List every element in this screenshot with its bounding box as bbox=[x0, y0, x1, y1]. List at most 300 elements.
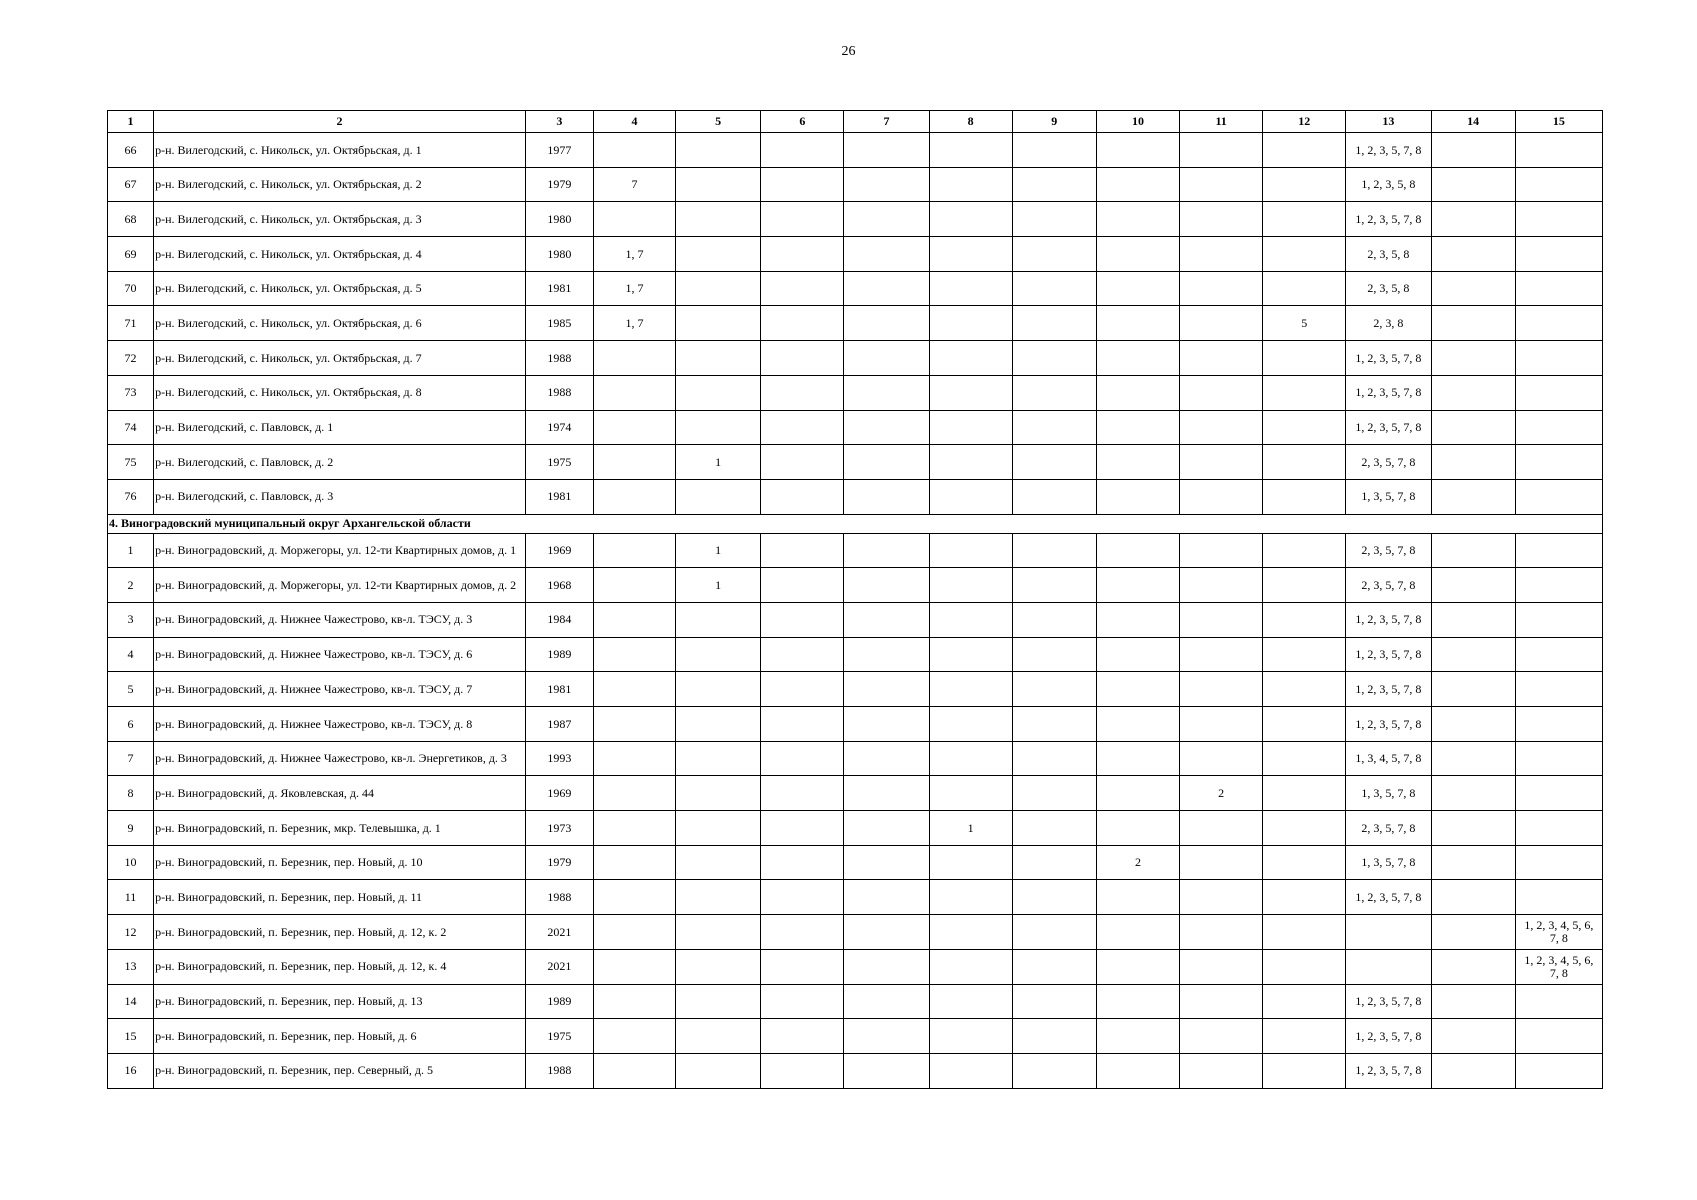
column-13-cell: 1, 2, 3, 5, 7, 8 bbox=[1346, 410, 1431, 445]
column-12-cell bbox=[1263, 341, 1346, 376]
column-14-cell bbox=[1431, 410, 1515, 445]
column-14-cell bbox=[1431, 133, 1515, 168]
address-cell: р-н. Виноградовский, д. Нижнее Чажестрово, кв-л. ТЭСУ, д. 8 bbox=[154, 707, 526, 742]
column-4-cell bbox=[593, 341, 675, 376]
column-15-cell bbox=[1515, 568, 1602, 603]
column-4-cell bbox=[593, 602, 675, 637]
column-header-8: 8 bbox=[929, 111, 1012, 133]
row-number-cell: 12 bbox=[108, 915, 154, 950]
column-11-cell bbox=[1180, 602, 1263, 637]
column-5-cell bbox=[676, 410, 761, 445]
column-15-cell bbox=[1515, 602, 1602, 637]
column-5-cell bbox=[676, 306, 761, 341]
table-row bbox=[108, 637, 1603, 672]
column-7-cell bbox=[844, 167, 929, 202]
year-cell: 1993 bbox=[525, 741, 593, 776]
year-cell: 1975 bbox=[525, 1019, 593, 1054]
section-header-row bbox=[108, 514, 1603, 533]
column-8-cell bbox=[929, 271, 1012, 306]
column-8-cell bbox=[929, 949, 1012, 984]
column-4-cell bbox=[593, 445, 675, 480]
column-11-cell bbox=[1180, 133, 1263, 168]
column-11-cell bbox=[1180, 167, 1263, 202]
column-12-cell bbox=[1263, 445, 1346, 480]
column-6-cell bbox=[761, 568, 844, 603]
column-12-cell: 5 bbox=[1263, 306, 1346, 341]
column-4-cell: 7 bbox=[593, 167, 675, 202]
column-8-cell bbox=[929, 133, 1012, 168]
column-5-cell: 1 bbox=[676, 445, 761, 480]
column-14-cell bbox=[1431, 672, 1515, 707]
column-6-cell bbox=[761, 776, 844, 811]
address-cell: р-н. Вилегодский, с. Павловск, д. 1 bbox=[154, 410, 526, 445]
column-10-cell bbox=[1096, 445, 1179, 480]
table-row bbox=[108, 375, 1603, 410]
address-cell: р-н. Виноградовский, д. Яковлевская, д. 44 bbox=[154, 776, 526, 811]
column-9-cell bbox=[1012, 375, 1096, 410]
column-header-4: 4 bbox=[593, 111, 675, 133]
column-5-cell bbox=[676, 1053, 761, 1088]
year-cell: 1988 bbox=[525, 341, 593, 376]
column-6-cell bbox=[761, 271, 844, 306]
column-14-cell bbox=[1431, 568, 1515, 603]
column-12-cell bbox=[1263, 533, 1346, 568]
column-12-cell bbox=[1263, 271, 1346, 306]
column-8-cell bbox=[929, 672, 1012, 707]
column-10-cell bbox=[1096, 533, 1179, 568]
column-10-cell bbox=[1096, 410, 1179, 445]
column-15-cell bbox=[1515, 410, 1602, 445]
column-6-cell bbox=[761, 1019, 844, 1054]
column-9-cell bbox=[1012, 741, 1096, 776]
column-6-cell bbox=[761, 707, 844, 742]
column-10-cell bbox=[1096, 915, 1179, 950]
column-9-cell bbox=[1012, 707, 1096, 742]
column-13-cell: 2, 3, 5, 7, 8 bbox=[1346, 568, 1431, 603]
column-4-cell bbox=[593, 410, 675, 445]
column-11-cell bbox=[1180, 672, 1263, 707]
column-10-cell bbox=[1096, 306, 1179, 341]
column-11-cell bbox=[1180, 811, 1263, 846]
column-5-cell bbox=[676, 637, 761, 672]
column-header-15: 15 bbox=[1515, 111, 1602, 133]
column-13-cell: 1, 2, 3, 5, 7, 8 bbox=[1346, 984, 1431, 1019]
column-5-cell: 1 bbox=[676, 533, 761, 568]
column-13-cell: 1, 2, 3, 5, 7, 8 bbox=[1346, 375, 1431, 410]
address-cell: р-н. Вилегодский, с. Никольск, ул. Октябрьская, д. 7 bbox=[154, 341, 526, 376]
column-15-cell bbox=[1515, 533, 1602, 568]
column-10-cell bbox=[1096, 271, 1179, 306]
column-header-1: 1 bbox=[108, 111, 154, 133]
row-number-cell: 11 bbox=[108, 880, 154, 915]
address-cell: р-н. Вилегодский, с. Никольск, ул. Октябрьская, д. 2 bbox=[154, 167, 526, 202]
column-4-cell bbox=[593, 533, 675, 568]
column-12-cell bbox=[1263, 1053, 1346, 1088]
column-13-cell: 1, 2, 3, 5, 7, 8 bbox=[1346, 637, 1431, 672]
column-14-cell bbox=[1431, 637, 1515, 672]
address-cell: р-н. Виноградовский, п. Березник, пер. Новый, д. 10 bbox=[154, 845, 526, 880]
column-14-cell bbox=[1431, 1053, 1515, 1088]
column-7-cell bbox=[844, 707, 929, 742]
year-cell: 1980 bbox=[525, 237, 593, 272]
column-11-cell bbox=[1180, 237, 1263, 272]
year-cell: 1980 bbox=[525, 202, 593, 237]
table-row bbox=[108, 984, 1603, 1019]
row-number-cell: 5 bbox=[108, 672, 154, 707]
year-cell: 1989 bbox=[525, 637, 593, 672]
column-10-cell bbox=[1096, 707, 1179, 742]
column-8-cell bbox=[929, 568, 1012, 603]
column-7-cell bbox=[844, 845, 929, 880]
table-row bbox=[108, 602, 1603, 637]
row-number-cell: 8 bbox=[108, 776, 154, 811]
address-cell: р-н. Вилегодский, с. Павловск, д. 2 bbox=[154, 445, 526, 480]
column-5-cell bbox=[676, 1019, 761, 1054]
table-row bbox=[108, 845, 1603, 880]
column-7-cell bbox=[844, 533, 929, 568]
column-14-cell bbox=[1431, 1019, 1515, 1054]
column-12-cell bbox=[1263, 811, 1346, 846]
column-12-cell bbox=[1263, 915, 1346, 950]
header-row bbox=[108, 111, 1603, 133]
column-10-cell bbox=[1096, 202, 1179, 237]
column-9-cell bbox=[1012, 533, 1096, 568]
table-row bbox=[108, 341, 1603, 376]
column-12-cell bbox=[1263, 167, 1346, 202]
column-4-cell bbox=[593, 707, 675, 742]
column-header-14: 14 bbox=[1431, 111, 1515, 133]
column-10-cell bbox=[1096, 880, 1179, 915]
column-13-cell bbox=[1346, 949, 1431, 984]
row-number-cell: 14 bbox=[108, 984, 154, 1019]
column-15-cell bbox=[1515, 237, 1602, 272]
column-15-cell bbox=[1515, 741, 1602, 776]
table-row bbox=[108, 133, 1603, 168]
column-8-cell bbox=[929, 880, 1012, 915]
page-number: 26 bbox=[841, 44, 856, 59]
year-cell: 1988 bbox=[525, 375, 593, 410]
column-4-cell bbox=[593, 949, 675, 984]
column-11-cell bbox=[1180, 410, 1263, 445]
column-5-cell bbox=[676, 133, 761, 168]
column-9-cell bbox=[1012, 602, 1096, 637]
row-number-cell: 67 bbox=[108, 167, 154, 202]
address-cell: р-н. Виноградовский, п. Березник, пер. Новый, д. 6 bbox=[154, 1019, 526, 1054]
column-14-cell bbox=[1431, 741, 1515, 776]
column-8-cell: 1 bbox=[929, 811, 1012, 846]
year-cell: 1988 bbox=[525, 880, 593, 915]
column-15-cell bbox=[1515, 479, 1602, 514]
column-10-cell: 2 bbox=[1096, 845, 1179, 880]
column-12-cell bbox=[1263, 133, 1346, 168]
column-9-cell bbox=[1012, 568, 1096, 603]
column-5-cell bbox=[676, 811, 761, 846]
column-12-cell bbox=[1263, 602, 1346, 637]
column-15-cell bbox=[1515, 984, 1602, 1019]
table-row bbox=[108, 707, 1603, 742]
row-number-cell: 69 bbox=[108, 237, 154, 272]
column-14-cell bbox=[1431, 202, 1515, 237]
column-15-cell bbox=[1515, 271, 1602, 306]
column-12-cell bbox=[1263, 741, 1346, 776]
table-row bbox=[108, 167, 1603, 202]
column-header-7: 7 bbox=[844, 111, 929, 133]
column-13-cell: 2, 3, 5, 7, 8 bbox=[1346, 533, 1431, 568]
column-4-cell bbox=[593, 984, 675, 1019]
table-row bbox=[108, 672, 1603, 707]
column-6-cell bbox=[761, 915, 844, 950]
column-6-cell bbox=[761, 533, 844, 568]
column-6-cell bbox=[761, 811, 844, 846]
table-row bbox=[108, 568, 1603, 603]
year-cell: 1968 bbox=[525, 568, 593, 603]
year-cell: 1979 bbox=[525, 845, 593, 880]
address-cell: р-н. Вилегодский, с. Никольск, ул. Октябрьская, д. 3 bbox=[154, 202, 526, 237]
column-6-cell bbox=[761, 306, 844, 341]
column-14-cell bbox=[1431, 915, 1515, 950]
address-cell: р-н. Виноградовский, д. Нижнее Чажестрово, кв-л. ТЭСУ, д. 7 bbox=[154, 672, 526, 707]
column-10-cell bbox=[1096, 949, 1179, 984]
column-5-cell bbox=[676, 341, 761, 376]
column-10-cell bbox=[1096, 479, 1179, 514]
column-8-cell bbox=[929, 306, 1012, 341]
year-cell: 1973 bbox=[525, 811, 593, 846]
address-cell: р-н. Виноградовский, д. Моржегоры, ул. 12-ти Квартирных домов, д. 2 bbox=[154, 568, 526, 603]
column-8-cell bbox=[929, 1019, 1012, 1054]
column-10-cell bbox=[1096, 1019, 1179, 1054]
column-12-cell bbox=[1263, 707, 1346, 742]
column-14-cell bbox=[1431, 602, 1515, 637]
row-number-cell: 13 bbox=[108, 949, 154, 984]
column-11-cell bbox=[1180, 533, 1263, 568]
column-11-cell bbox=[1180, 1053, 1263, 1088]
column-13-cell: 1, 2, 3, 5, 7, 8 bbox=[1346, 202, 1431, 237]
column-7-cell bbox=[844, 341, 929, 376]
column-15-cell bbox=[1515, 167, 1602, 202]
column-7-cell bbox=[844, 602, 929, 637]
address-cell: р-н. Виноградовский, д. Нижнее Чажестрово, кв-л. ТЭСУ, д. 3 bbox=[154, 602, 526, 637]
year-cell: 2021 bbox=[525, 915, 593, 950]
column-10-cell bbox=[1096, 741, 1179, 776]
column-14-cell bbox=[1431, 271, 1515, 306]
column-9-cell bbox=[1012, 915, 1096, 950]
column-15-cell bbox=[1515, 341, 1602, 376]
column-12-cell bbox=[1263, 880, 1346, 915]
column-15-cell bbox=[1515, 375, 1602, 410]
row-number-cell: 10 bbox=[108, 845, 154, 880]
column-14-cell bbox=[1431, 375, 1515, 410]
table-row bbox=[108, 271, 1603, 306]
column-15-cell bbox=[1515, 672, 1602, 707]
column-13-cell: 1, 2, 3, 5, 7, 8 bbox=[1346, 707, 1431, 742]
column-14-cell bbox=[1431, 445, 1515, 480]
column-13-cell bbox=[1346, 915, 1431, 950]
column-4-cell bbox=[593, 1019, 675, 1054]
table-body bbox=[108, 133, 1603, 1089]
row-number-cell: 1 bbox=[108, 533, 154, 568]
row-number-cell: 66 bbox=[108, 133, 154, 168]
column-9-cell bbox=[1012, 237, 1096, 272]
column-7-cell bbox=[844, 949, 929, 984]
column-4-cell: 1, 7 bbox=[593, 237, 675, 272]
column-9-cell bbox=[1012, 167, 1096, 202]
column-7-cell bbox=[844, 637, 929, 672]
column-13-cell: 1, 2, 3, 5, 7, 8 bbox=[1346, 341, 1431, 376]
row-number-cell: 3 bbox=[108, 602, 154, 637]
table-row bbox=[108, 479, 1603, 514]
column-11-cell bbox=[1180, 984, 1263, 1019]
column-11-cell bbox=[1180, 479, 1263, 514]
row-number-cell: 16 bbox=[108, 1053, 154, 1088]
column-6-cell bbox=[761, 984, 844, 1019]
column-4-cell bbox=[593, 811, 675, 846]
column-4-cell bbox=[593, 915, 675, 950]
column-8-cell bbox=[929, 776, 1012, 811]
column-4-cell bbox=[593, 741, 675, 776]
column-12-cell bbox=[1263, 984, 1346, 1019]
column-13-cell: 1, 3, 5, 7, 8 bbox=[1346, 479, 1431, 514]
year-cell: 1984 bbox=[525, 602, 593, 637]
column-12-cell bbox=[1263, 845, 1346, 880]
column-7-cell bbox=[844, 202, 929, 237]
column-6-cell bbox=[761, 375, 844, 410]
column-15-cell bbox=[1515, 811, 1602, 846]
column-12-cell bbox=[1263, 637, 1346, 672]
row-number-cell: 71 bbox=[108, 306, 154, 341]
column-12-cell bbox=[1263, 776, 1346, 811]
table-row bbox=[108, 1053, 1603, 1088]
column-4-cell bbox=[593, 202, 675, 237]
column-5-cell bbox=[676, 202, 761, 237]
column-7-cell bbox=[844, 375, 929, 410]
table-row bbox=[108, 915, 1603, 950]
column-10-cell bbox=[1096, 811, 1179, 846]
column-12-cell bbox=[1263, 410, 1346, 445]
table-row bbox=[108, 445, 1603, 480]
column-10-cell bbox=[1096, 237, 1179, 272]
column-12-cell bbox=[1263, 479, 1346, 514]
year-cell: 1981 bbox=[525, 479, 593, 514]
column-11-cell: 2 bbox=[1180, 776, 1263, 811]
column-12-cell bbox=[1263, 375, 1346, 410]
row-number-cell: 2 bbox=[108, 568, 154, 603]
column-14-cell bbox=[1431, 707, 1515, 742]
column-11-cell bbox=[1180, 949, 1263, 984]
address-cell: р-н. Вилегодский, с. Никольск, ул. Октябрьская, д. 1 bbox=[154, 133, 526, 168]
address-cell: р-н. Виноградовский, д. Нижнее Чажестрово, кв-л. Энергетиков, д. 3 bbox=[154, 741, 526, 776]
column-13-cell: 2, 3, 5, 8 bbox=[1346, 271, 1431, 306]
column-9-cell bbox=[1012, 845, 1096, 880]
column-6-cell bbox=[761, 880, 844, 915]
year-cell: 1977 bbox=[525, 133, 593, 168]
column-6-cell bbox=[761, 341, 844, 376]
column-13-cell: 1, 2, 3, 5, 7, 8 bbox=[1346, 602, 1431, 637]
column-5-cell bbox=[676, 707, 761, 742]
year-cell: 2021 bbox=[525, 949, 593, 984]
column-6-cell bbox=[761, 602, 844, 637]
column-header-11: 11 bbox=[1180, 111, 1263, 133]
column-15-cell bbox=[1515, 306, 1602, 341]
column-6-cell bbox=[761, 1053, 844, 1088]
column-15-cell bbox=[1515, 776, 1602, 811]
table-header bbox=[108, 111, 1603, 133]
column-9-cell bbox=[1012, 341, 1096, 376]
column-9-cell bbox=[1012, 949, 1096, 984]
column-4-cell bbox=[593, 1053, 675, 1088]
table-row bbox=[108, 202, 1603, 237]
year-cell: 1981 bbox=[525, 672, 593, 707]
column-8-cell bbox=[929, 237, 1012, 272]
column-7-cell bbox=[844, 306, 929, 341]
column-header-9: 9 bbox=[1012, 111, 1096, 133]
column-11-cell bbox=[1180, 568, 1263, 603]
column-7-cell bbox=[844, 776, 929, 811]
table-row bbox=[108, 741, 1603, 776]
column-14-cell bbox=[1431, 845, 1515, 880]
column-14-cell bbox=[1431, 237, 1515, 272]
table-row bbox=[108, 949, 1603, 984]
column-13-cell: 1, 2, 3, 5, 7, 8 bbox=[1346, 880, 1431, 915]
column-15-cell bbox=[1515, 133, 1602, 168]
address-cell: р-н. Виноградовский, п. Березник, пер. Новый, д. 13 bbox=[154, 984, 526, 1019]
column-8-cell bbox=[929, 533, 1012, 568]
column-9-cell bbox=[1012, 637, 1096, 672]
column-15-cell bbox=[1515, 880, 1602, 915]
column-9-cell bbox=[1012, 202, 1096, 237]
row-number-cell: 75 bbox=[108, 445, 154, 480]
column-11-cell bbox=[1180, 445, 1263, 480]
column-6-cell bbox=[761, 741, 844, 776]
column-5-cell bbox=[676, 949, 761, 984]
column-10-cell bbox=[1096, 984, 1179, 1019]
column-4-cell bbox=[593, 776, 675, 811]
row-number-cell: 9 bbox=[108, 811, 154, 846]
column-12-cell bbox=[1263, 568, 1346, 603]
column-4-cell bbox=[593, 672, 675, 707]
column-11-cell bbox=[1180, 341, 1263, 376]
column-4-cell bbox=[593, 880, 675, 915]
column-14-cell bbox=[1431, 984, 1515, 1019]
column-6-cell bbox=[761, 237, 844, 272]
column-8-cell bbox=[929, 707, 1012, 742]
row-number-cell: 15 bbox=[108, 1019, 154, 1054]
column-8-cell bbox=[929, 341, 1012, 376]
column-12-cell bbox=[1263, 202, 1346, 237]
column-5-cell bbox=[676, 741, 761, 776]
column-14-cell bbox=[1431, 880, 1515, 915]
column-10-cell bbox=[1096, 672, 1179, 707]
column-6-cell bbox=[761, 202, 844, 237]
year-cell: 1974 bbox=[525, 410, 593, 445]
column-15-cell bbox=[1515, 445, 1602, 480]
column-15-cell bbox=[1515, 1053, 1602, 1088]
column-5-cell bbox=[676, 915, 761, 950]
column-13-cell: 1, 2, 3, 5, 7, 8 bbox=[1346, 133, 1431, 168]
column-5-cell bbox=[676, 672, 761, 707]
column-9-cell bbox=[1012, 776, 1096, 811]
row-number-cell: 73 bbox=[108, 375, 154, 410]
column-5-cell bbox=[676, 375, 761, 410]
housing-registry-table bbox=[107, 110, 1603, 1089]
table-row bbox=[108, 533, 1603, 568]
column-10-cell bbox=[1096, 133, 1179, 168]
column-8-cell bbox=[929, 410, 1012, 445]
column-7-cell bbox=[844, 271, 929, 306]
column-4-cell: 1, 7 bbox=[593, 271, 675, 306]
column-11-cell bbox=[1180, 1019, 1263, 1054]
column-10-cell bbox=[1096, 167, 1179, 202]
row-number-cell: 72 bbox=[108, 341, 154, 376]
